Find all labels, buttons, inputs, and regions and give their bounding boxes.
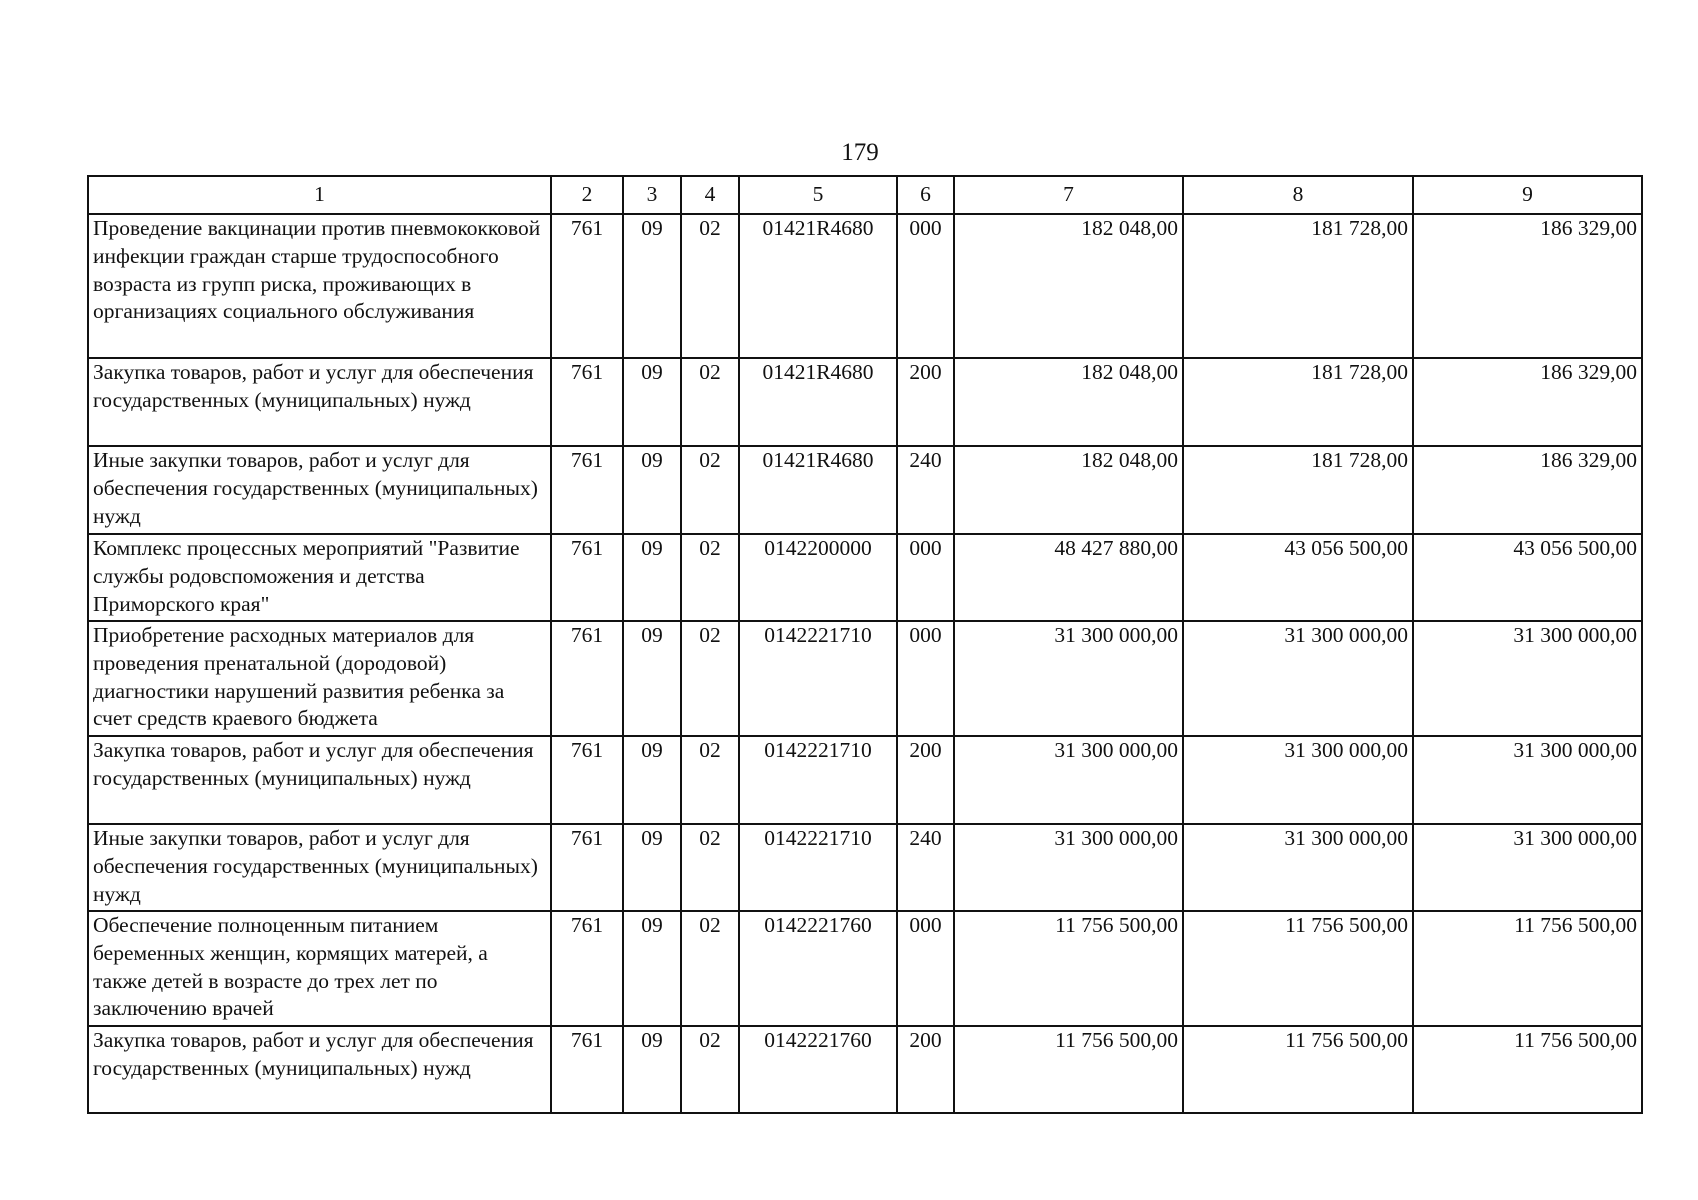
code-expense-type: 000 [897, 911, 954, 1026]
code-section: 09 [623, 358, 681, 446]
code-subsection: 02 [681, 358, 739, 446]
row-name: Закупка товаров, работ и услуг для обеспечения государственных (муниципальных) нужд [88, 1026, 551, 1113]
amount-col8: 31 300 000,00 [1183, 824, 1413, 911]
amount-col9: 11 756 500,00 [1413, 911, 1642, 1026]
table-row [88, 621, 1642, 736]
code-section: 09 [623, 824, 681, 911]
code-subsection: 02 [681, 534, 739, 621]
code-section: 09 [623, 214, 681, 358]
column-header: 6 [897, 176, 954, 214]
code-section: 09 [623, 446, 681, 534]
amount-col9: 31 300 000,00 [1413, 736, 1642, 824]
amount-col7: 31 300 000,00 [954, 736, 1183, 824]
column-header: 2 [551, 176, 623, 214]
code-subsection: 02 [681, 736, 739, 824]
amount-col8: 31 300 000,00 [1183, 621, 1413, 736]
amount-col8: 181 728,00 [1183, 358, 1413, 446]
code-target: 0142221760 [739, 911, 897, 1026]
code-section: 09 [623, 736, 681, 824]
code-expense-type: 200 [897, 736, 954, 824]
column-header: 5 [739, 176, 897, 214]
amount-col7: 11 756 500,00 [954, 1026, 1183, 1113]
amount-col9: 11 756 500,00 [1413, 1026, 1642, 1113]
code-expense-type: 000 [897, 214, 954, 358]
code-gr: 761 [551, 736, 623, 824]
amount-col9: 43 056 500,00 [1413, 534, 1642, 621]
table-row [88, 358, 1642, 446]
code-subsection: 02 [681, 214, 739, 358]
code-target: 01421R4680 [739, 214, 897, 358]
page-number: 179 [841, 139, 879, 166]
amount-col8: 181 728,00 [1183, 446, 1413, 534]
amount-col7: 11 756 500,00 [954, 911, 1183, 1026]
amount-col9: 31 300 000,00 [1413, 824, 1642, 911]
code-subsection: 02 [681, 446, 739, 534]
code-expense-type: 240 [897, 824, 954, 911]
code-subsection: 02 [681, 824, 739, 911]
code-subsection: 02 [681, 621, 739, 736]
amount-col8: 181 728,00 [1183, 214, 1413, 358]
amount-col7: 48 427 880,00 [954, 534, 1183, 621]
code-expense-type: 000 [897, 534, 954, 621]
code-gr: 761 [551, 1026, 623, 1113]
table-row [88, 1026, 1642, 1113]
row-name: Обеспечение полноценным питанием беременных женщин, кормящих матерей, а также детей в возрасте до трех лет по заключению врачей [88, 911, 551, 1026]
code-target: 0142200000 [739, 534, 897, 621]
amount-col7: 182 048,00 [954, 446, 1183, 534]
column-header: 1 [88, 176, 551, 214]
table-row [88, 446, 1642, 534]
amount-col9: 186 329,00 [1413, 358, 1642, 446]
code-gr: 761 [551, 446, 623, 534]
amount-col7: 31 300 000,00 [954, 824, 1183, 911]
code-section: 09 [623, 534, 681, 621]
code-gr: 761 [551, 621, 623, 736]
column-header: 3 [623, 176, 681, 214]
code-expense-type: 200 [897, 358, 954, 446]
code-gr: 761 [551, 911, 623, 1026]
code-section: 09 [623, 911, 681, 1026]
code-target: 01421R4680 [739, 358, 897, 446]
code-expense-type: 240 [897, 446, 954, 534]
row-name: Иные закупки товаров, работ и услуг для обеспечения государственных (муниципальных) нужд [88, 446, 551, 534]
table-row [88, 824, 1642, 911]
code-expense-type: 000 [897, 621, 954, 736]
column-header: 7 [954, 176, 1183, 214]
amount-col9: 186 329,00 [1413, 214, 1642, 358]
row-name: Закупка товаров, работ и услуг для обеспечения государственных (муниципальных) нужд [88, 736, 551, 824]
row-name: Иные закупки товаров, работ и услуг для обеспечения государственных (муниципальных) нужд [88, 824, 551, 911]
amount-col7: 182 048,00 [954, 214, 1183, 358]
amount-col9: 31 300 000,00 [1413, 621, 1642, 736]
table-row [88, 736, 1642, 824]
column-header: 8 [1183, 176, 1413, 214]
code-gr: 761 [551, 534, 623, 621]
row-name: Закупка товаров, работ и услуг для обеспечения государственных (муниципальных) нужд [88, 358, 551, 446]
column-header: 9 [1413, 176, 1642, 214]
code-section: 09 [623, 1026, 681, 1113]
code-target: 0142221710 [739, 736, 897, 824]
amount-col7: 182 048,00 [954, 358, 1183, 446]
code-target: 0142221760 [739, 1026, 897, 1113]
amount-col7: 31 300 000,00 [954, 621, 1183, 736]
amount-col8: 11 756 500,00 [1183, 1026, 1413, 1113]
code-gr: 761 [551, 214, 623, 358]
row-name: Проведение вакцинации против пневмококковой инфекции граждан старше трудоспособного возраста из групп риска, проживающих в организациях социального обслуживания [88, 214, 551, 358]
code-target: 0142221710 [739, 824, 897, 911]
column-header: 4 [681, 176, 739, 214]
amount-col8: 11 756 500,00 [1183, 911, 1413, 1026]
code-subsection: 02 [681, 911, 739, 1026]
code-gr: 761 [551, 358, 623, 446]
code-gr: 761 [551, 824, 623, 911]
header-row [88, 176, 1642, 214]
row-name: Комплекс процессных мероприятий "Развитие службы родовспоможения и детства Приморского края" [88, 534, 551, 621]
code-subsection: 02 [681, 1026, 739, 1113]
amount-col9: 186 329,00 [1413, 446, 1642, 534]
table-row [88, 911, 1642, 1026]
table-row [88, 534, 1642, 621]
code-target: 01421R4680 [739, 446, 897, 534]
budget-table [87, 175, 1643, 1114]
code-target: 0142221710 [739, 621, 897, 736]
row-name: Приобретение расходных материалов для проведения пренатальной (дородовой) диагностики нарушений развития ребенка за счет средств краевого бюджета [88, 621, 551, 736]
table-row [88, 214, 1642, 358]
code-expense-type: 200 [897, 1026, 954, 1113]
amount-col8: 43 056 500,00 [1183, 534, 1413, 621]
code-section: 09 [623, 621, 681, 736]
amount-col8: 31 300 000,00 [1183, 736, 1413, 824]
